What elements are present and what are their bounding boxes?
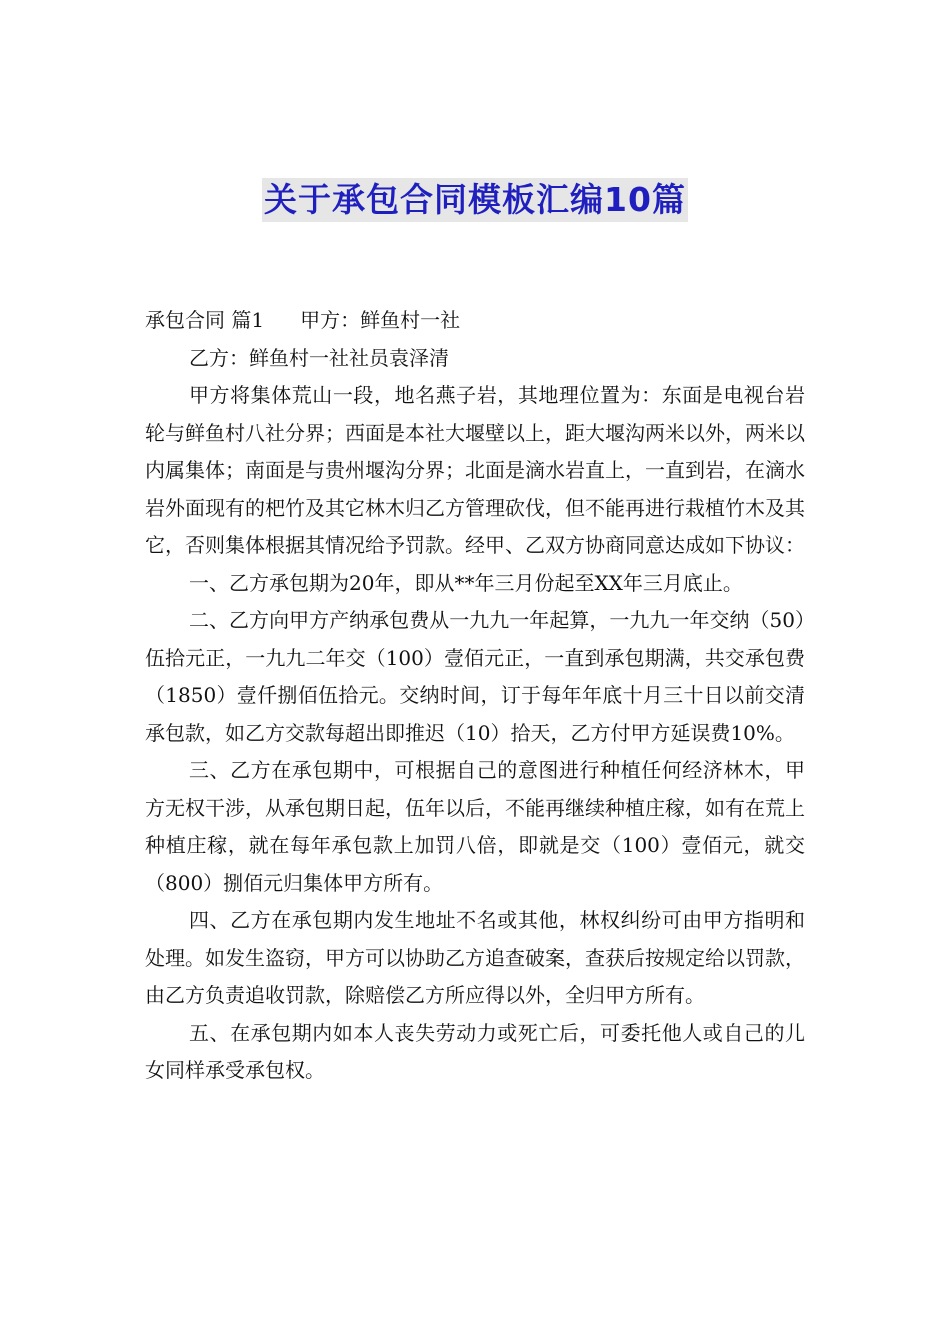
section-label: 承包合同 篇1 bbox=[145, 308, 265, 332]
document-body bbox=[145, 302, 805, 1090]
paragraph-intro: 甲方将集体荒山一段，地名燕子岩，其地理位置为：东面是电视台岩轮与鲜鱼村八社分界；西面是本社大堰壁以上，距大堰沟两米以外，两米以内属集体；南面是与贵州堰沟分界；北面是滴水岩直上，一直到岩，在滴水岩外面现有的杷竹及其它林木归乙方管理砍伐，但不能再进行栽植竹木及其它，否则集体根据其情况给予罚款。经甲、乙双方协商同意达成如下协议： bbox=[145, 383, 805, 557]
paragraph-clause-2: 二、乙方向甲方产纳承包费从一九九一年起算，一九九一年交纳（50）伍拾元正，一九九二年交（100）壹佰元正，一直到承包期满，共交承包费（1850）壹仟捌佰伍拾元。交纳时间，订于每年年底十月三十日以前交清承包款，如乙方交款每超出即推迟（10）拾天，乙方付甲方延误费10%。 bbox=[145, 608, 805, 745]
party-a: 甲方：鲜鱼村一社 bbox=[300, 308, 461, 332]
paragraph-clause-5: 五、在承包期内如本人丧失劳动力或死亡后，可委托他人或自己的儿女同样承受承包权。 bbox=[145, 1020, 805, 1082]
paragraph-clause-3: 三、乙方在承包期中，可根据自己的意图进行种植任何经济林木，甲方无权干涉，从承包期日起，伍年以后，不能再继续种植庄稼，如有在荒上种植庄稼，就在每年承包款上加罚八倍，即就是交（100）壹佰元，就交（800）捌佰元归集体甲方所有。 bbox=[145, 758, 805, 895]
first-line bbox=[145, 302, 805, 340]
paragraph-clause-4: 四、乙方在承包期内发生地址不名或其他，林权纠纷可由甲方指明和处理。如发生盗窃，甲方可以协助乙方追查破案，查获后按规定给以罚款，由乙方负责追收罚款，除赔偿乙方所应得以外，全归甲方所有。 bbox=[145, 908, 805, 1007]
document-title: 关于承包合同模板汇编10篇 bbox=[262, 178, 688, 222]
paragraph-clause-1: 一、乙方承包期为20年，即从**年三月份起至XX年三月底止。 bbox=[189, 570, 743, 595]
document-title-block bbox=[0, 178, 950, 222]
paragraph-party-b: 乙方：鲜鱼村一社社员袁泽清 bbox=[189, 345, 449, 370]
